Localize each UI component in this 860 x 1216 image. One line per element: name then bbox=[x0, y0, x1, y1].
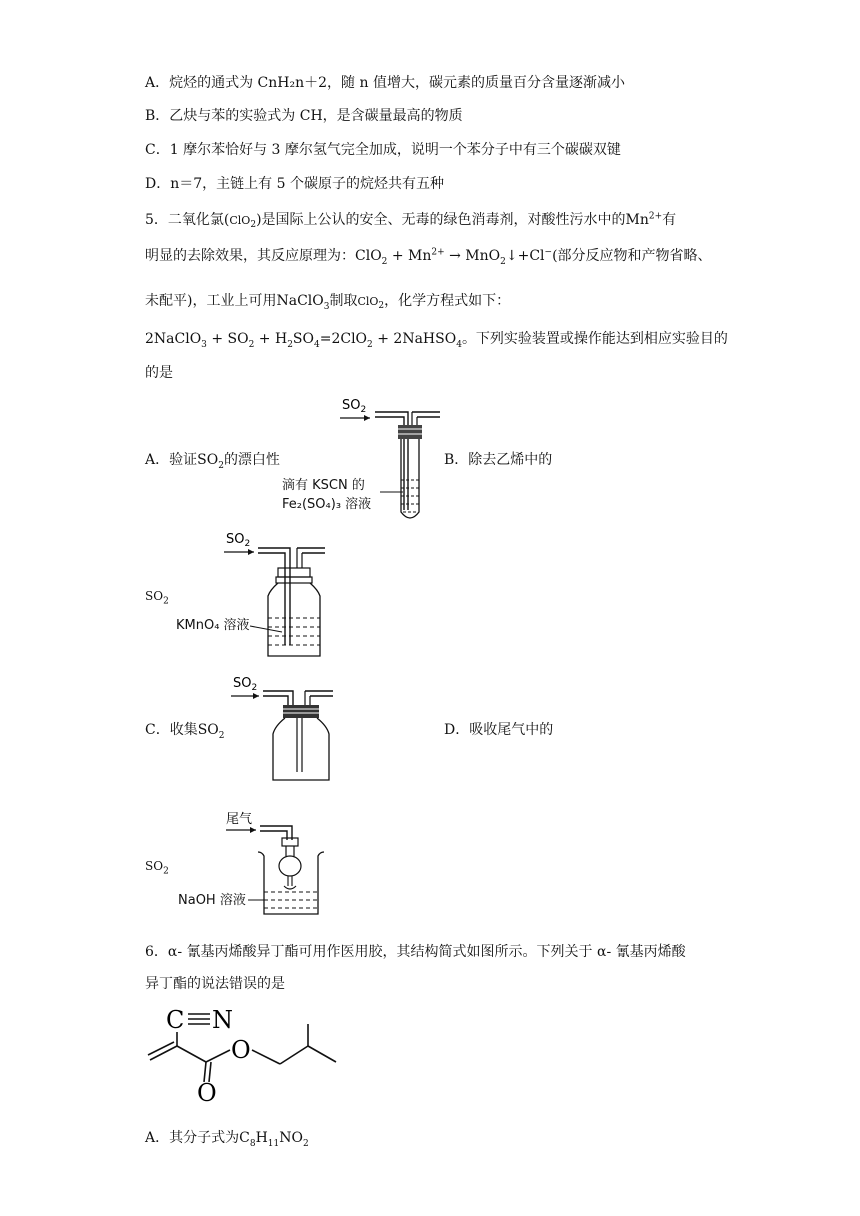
atom-o-ester: O bbox=[231, 1036, 251, 1064]
q5-line-3: 未配平)，工业上可用NaClO$_3$制取ClO$_2$，化学方程式如下： bbox=[145, 293, 511, 312]
figure-c-collect-bottle bbox=[225, 672, 355, 787]
q5-line-4: 2NaClO$_3$ + $SO_2 + H_2SO_4=2ClO_2$ + 2NaHSO$_4$。下列实验装置或操作能达到相应实验目的 bbox=[145, 331, 728, 350]
figure-b-gas-bottle bbox=[170, 528, 340, 663]
q5-option-d: D．吸收尾气中的 bbox=[444, 722, 554, 738]
q6-line-2: 异丁酯的说法错误的是 bbox=[145, 976, 285, 992]
figure-b-label: KMnO₄ 溶液 bbox=[176, 618, 250, 633]
figure-a-gas-label: $SO_2$ bbox=[342, 398, 367, 415]
q5-option-b: B．除去乙烯中的 bbox=[444, 452, 553, 468]
q5-option-c: C．收集$SO_2$ bbox=[145, 722, 225, 741]
q5-line-5: 的是 bbox=[145, 365, 173, 381]
q4-option-c: C．1 摩尔苯恰好与 3 摩尔氢气完全加成，说明一个苯分子中有三个碳碳双键 bbox=[145, 142, 621, 158]
q6-structural-formula bbox=[140, 1000, 350, 1110]
q5-line-1: 5．二氧化氯(ClO$_2$)是国际上公认的安全、无毒的绿色消毒剂，对酸性污水中的$Mn^{2+}$有 bbox=[145, 211, 677, 231]
q6-line-1: 6．α- 氰基丙烯酸异丁酯可用作医用胶，其结构简式如图所示。下列关于 α- 氰基丙烯酸 bbox=[145, 944, 686, 960]
q6-option-a: A．其分子式为$C_8H_{11}NO_2$ bbox=[145, 1130, 309, 1149]
q5-option-d-tail: $SO_2$ bbox=[145, 859, 169, 877]
atom-o-carbonyl: O bbox=[197, 1079, 217, 1107]
q4-option-b: B．乙炔与苯的实验式为 CH，是含碳量最高的物质 bbox=[145, 108, 463, 124]
q4-option-d: D．n＝7，主链上有 5 个碳原子的烷烃共有五种 bbox=[145, 176, 444, 192]
figure-d-label: NaOH 溶液 bbox=[178, 893, 246, 908]
q5-option-b-tail: $SO_2$ bbox=[145, 589, 169, 607]
q4-option-a: A．烷烃的通式为 CnH₂n＋2，随 n 值增大，碳元素的质量百分含量逐渐减小 bbox=[145, 75, 625, 91]
figure-a-label-2: Fe₂(SO₄)₃ 溶液 bbox=[282, 497, 372, 512]
figure-d-gas-label: 尾气 bbox=[226, 812, 253, 827]
figure-b-gas-label: $SO_2$ bbox=[226, 532, 251, 549]
atom-n: N bbox=[212, 1006, 233, 1034]
q5-option-a: A．验证$SO_2$的漂白性 bbox=[145, 452, 280, 471]
atom-c: C bbox=[166, 1006, 185, 1034]
figure-a-label-1: 滴有 KSCN 的 bbox=[282, 478, 365, 493]
figure-c-gas-label: $SO_2$ bbox=[233, 676, 258, 693]
q5-line-2: 明显的去除效果，其反应原理为：$ClO_2 + Mn^{2+}$ → MnO$_2$↓+Cl−(部分反应物和产物省略、 bbox=[145, 247, 712, 267]
